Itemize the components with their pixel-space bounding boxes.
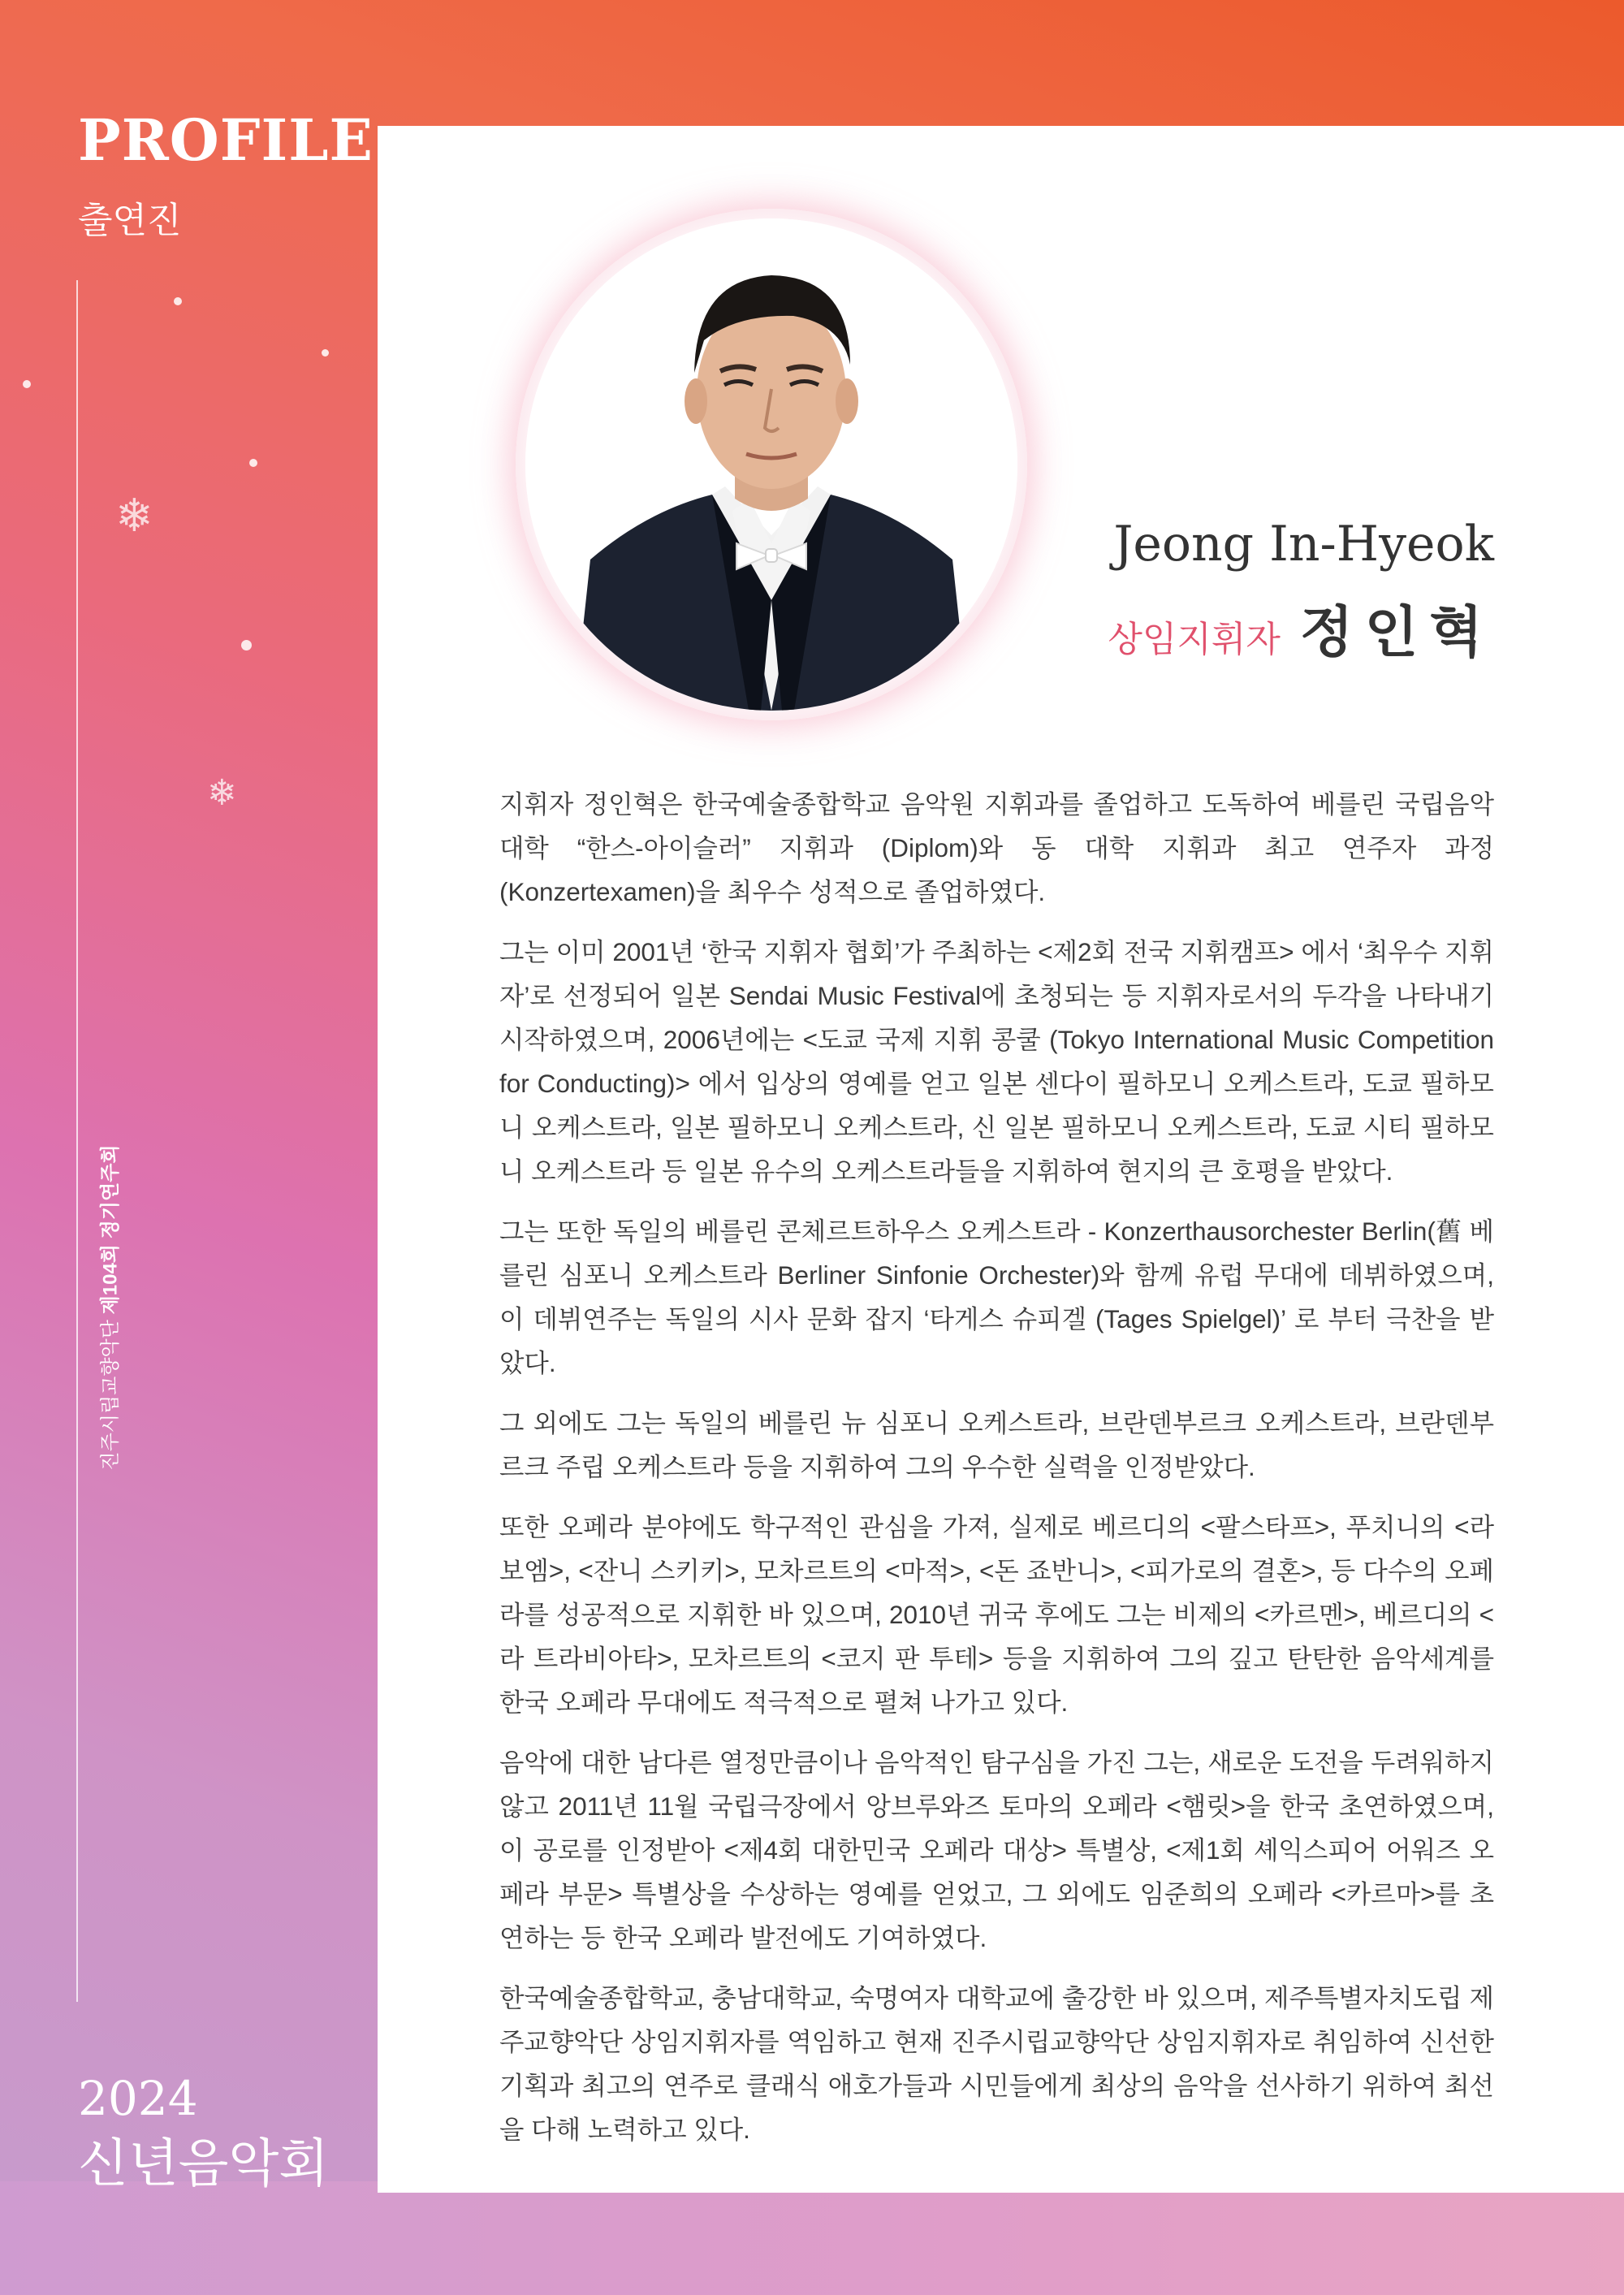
bio-paragraph: 지휘자 정인혁은 한국예술종합학교 음악원 지휘과를 졸업하고 도독하여 베를린 국립음악대학 “한스-아이슬러” 지휘과 (Diplom)와 동 대학 지휘과 최고 연주자 과정 (Konzertexamen)을 최우수 성적으로 졸업하였다. [499,789,1494,906]
bio-paragraph: 음악에 대한 남다른 열정만큼이나 음악적인 탐구심을 가진 그는, 새로운 도전을 두려워하지 않고 2011년 11월 국립극장에서 앙브루와즈 토마의 오페라 <햄릿>을 한국 초연하였으며, 이 공로를 인정받아 <제4회 대한민국 오페라 대상> 특별상, <제1회 셰익스피어 어워즈 오페라 부문> 특별상을 수상하는 영예를 얻었고, 그 외에도 임준희의 오페라 <카르마>를 초연하는 등 한국 오페라 발전에도 기여하였다. [499,1748,1494,1952]
portrait-frame [516,209,1027,720]
sparkle-dot [322,349,329,357]
profile-card [378,126,1624,2193]
role-label: 상임지휘자 [1108,620,1281,659]
sparkle-dot [241,640,252,650]
orchestra-name: 진주시립교향악단 [99,1314,122,1471]
concert-series-label [94,1144,123,1470]
concert-number: 제104회 정기연주회 [99,1144,122,1315]
sparkle-dot [174,297,182,305]
bio-paragraph: 그 외에도 그는 독일의 베를린 뉴 심포니 오케스트라, 브란덴부르크 오케스트라, 브란덴부르크 주립 오케스트라 등을 지휘하여 그의 우수한 실력을 인정받았다. [499,1408,1494,1481]
bio-paragraph: 그는 또한 독일의 베를린 콘체르트하우스 오케스트라 - Konzerthausorchester Berlin(舊 베를린 심포니 오케스트라 Berliner Sinfonie Orchester)와 함께 유럽 무대에 데뷔하였으며, 이 데뷔연주는 독일의 시사 문화 잡지 ‘타게스 슈피겔 (Tages Spielgel)’ 로 부터 극찬을 받았다. [499,1217,1494,1377]
biography [499,782,1494,2168]
snowflake-icon: ❄ [207,772,237,814]
conductor-name-en: Jeong In-Hyeok [1113,516,1494,573]
bio-paragraph: 한국예술종합학교, 충남대학교, 숙명여자 대학교에 출강한 바 있으며, 제주특별자치도립 제주교향악단 상임지휘자를 역임하고 현재 진주시립교향악단 상임지휘자로 취임하여 신선한 기획과 최고의 연주로 클래식 애호가들과 시민들에게 최상의 음악을 선사하기 위하여 최선을 다해 노력하고 있다. [499,1983,1494,2144]
conductor-name-row [1108,589,1494,668]
event-year: 2024 [78,2071,198,2126]
portrait-illustration [525,218,1017,711]
profile-title: PROFILE [78,106,374,174]
conductor-portrait [525,218,1017,711]
snowflake-icon: ❄ [115,490,153,542]
bio-paragraph: 그는 이미 2001년 ‘한국 지휘자 협회’가 주최하는 <제2회 전국 지휘캠프> 에서 ‘최우수 지휘자’로 선정되어 일본 Sendai Music Festival에 초청되는 등 지휘자로서의 두각을 나타내기 시작하였으며, 2006년에는 <도쿄 국제 지휘 콩쿨 (Tokyo International Music Competition for Conducting)> 에서 입상의 영예를 얻고 일본 센다이 필하모니 오케스트라, 도쿄 필하모니 오케스트라, 일본 필하모니 오케스트라, 신 일본 필하모니 오케스트라, 도쿄 시티 필하모니 오케스트라 등 일본 유수의 오케스트라들을 지휘하여 현지의 큰 호평을 받았다. [499,937,1494,1186]
sparkle-dot [249,459,257,467]
sparkle-dot [23,380,31,388]
sidebar [0,0,378,2295]
sidebar-divider-line [76,280,78,2002]
conductor-name-ko: 정인혁 [1299,602,1494,663]
profile-subtitle: 출연진 [78,201,182,240]
event-name: 신년음악회 [78,2134,330,2193]
bio-paragraph: 또한 오페라 분야에도 학구적인 관심을 가져, 실제로 베르디의 <팔스타프>, 푸치니의 <라보엠>, <잔니 스키키>, 모차르트의 <마적>, <돈 죠반니>, <피가로의 결혼>, 등 다수의 오페라를 성공적으로 지휘한 바 있으며, 2010년 귀국 후에도 그는 비제의 <카르멘>, 베르디의 <라 트라비아타>, 모차르트의 <코지 판 투테> 등을 지휘하여 그의 깊고 탄탄한 음악세계를 한국 오페라 무대에도 적극적으로 펼쳐 나가고 있다. [499,1512,1494,1717]
